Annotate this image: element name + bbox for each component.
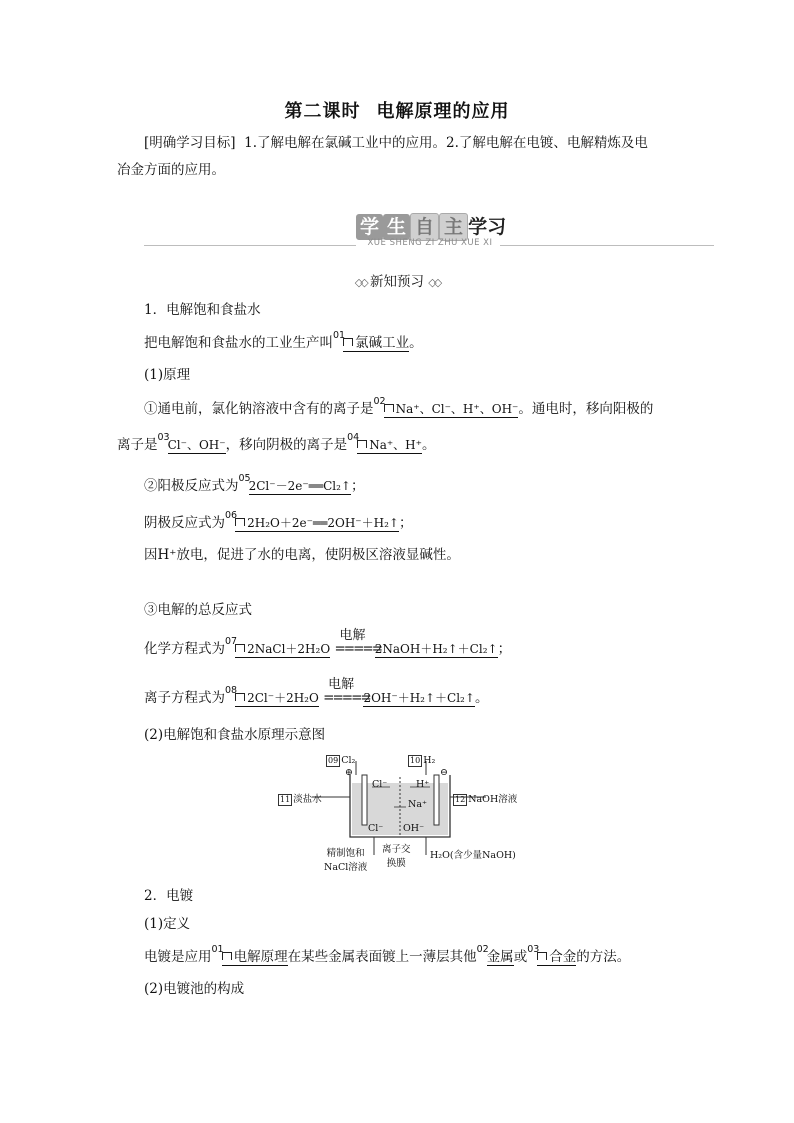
section-marks-right: ◇◇ xyxy=(428,276,440,289)
label-anode-sign: ⊕ xyxy=(345,767,353,778)
s1-line-cathode: 阴极反应式为$^{06}$2H₂O＋2e⁻══2OH⁻＋H₂↑； xyxy=(144,510,413,531)
banner-rest: 学习 xyxy=(468,216,507,238)
s1-line-total: ③电解的总反应式 xyxy=(144,602,252,618)
s1-heading: 1．电解饱和食盐水 xyxy=(144,302,261,318)
s2-line-definition: 电镀是应用$^{01}$ 电解原理在某些金属表面镀上一薄层其他$^{02}$金属或$^{03}$ 合金的方法。 xyxy=(144,944,631,965)
s1-ion-equation: 离子方程式为$^{08}$2Cl⁻＋2H₂O 电解 ===== 2OH⁻＋H₂↑＋Cl₂↑。 xyxy=(144,677,489,706)
page-title xyxy=(0,97,794,123)
goals-label: [明确学习目标] xyxy=(144,135,236,151)
label-oh: OH⁻ xyxy=(403,823,425,834)
banner-rule-right xyxy=(500,245,714,246)
label-dilute: 11 淡盐水 xyxy=(280,794,322,805)
s1-line-3: 离子是$^{03}$Cl⁻、OH⁻，移向阴极的离子是$^{04}$Na⁺、H⁺。 xyxy=(117,432,436,453)
goals-text-1: 1.了解电解在氯碱工业中的应用。2.了解电解在电镀、电解精炼及电 xyxy=(244,135,648,151)
label-cl2: 09 Cl₂ xyxy=(328,755,356,766)
banner-rule-left xyxy=(144,245,356,246)
banner-char-1: 学 xyxy=(356,214,383,240)
title-topic: 电解原理的应用 xyxy=(376,101,510,122)
banner-char-2: 生 xyxy=(383,214,410,240)
label-h2: 10 H₂ xyxy=(410,755,436,766)
label-cathode-sign: ⊖ xyxy=(440,767,448,778)
label-cl-top: Cl⁻ xyxy=(372,779,388,790)
label-cl-bottom: Cl⁻ xyxy=(368,823,384,834)
label-naoh: 12 NaOH溶液 xyxy=(455,794,518,805)
title-lesson: 第二课时 xyxy=(284,101,361,122)
s1-line-note: 因H⁺放电，促进了水的电离，使阴极区溶液显碱性。 xyxy=(144,547,460,563)
s2-sub-definition: (1)定义 xyxy=(144,916,191,932)
goals-text-2: 冶金方面的应用。 xyxy=(117,162,225,178)
label-brine-inlet: 精制饱和 NaCl溶液 xyxy=(324,848,368,873)
s2-sub-structure: (2)电镀池的构成 xyxy=(144,981,245,997)
banner-char-3: 自 xyxy=(410,213,439,241)
learning-goals xyxy=(117,130,687,184)
banner-subtitle: XUE SHENG ZI ZHU XUE XI xyxy=(367,238,493,248)
banner-char-4: 主 xyxy=(439,213,468,241)
s1-line-2: ①通电前，氯化钠溶液中含有的离子是$^{02}$Na⁺、Cl⁻、H⁺、OH⁻。通电时，移向阳极的 xyxy=(144,396,654,417)
s1-sub-diagram: (2)电解饱和食盐水原理示意图 xyxy=(144,727,326,743)
s1-line-1: 把电解饱和食盐水的工业生产叫$^{01}$ 氯碱工业。 xyxy=(144,330,423,351)
section-banner xyxy=(356,212,506,240)
section-heading xyxy=(0,270,794,290)
s2-heading: 2．电镀 xyxy=(144,888,194,904)
s1-chem-equation: 化学方程式为$^{07}$2NaCl＋2H₂O 电解 ===== 2NaOH＋H₂↑＋Cl₂↑； xyxy=(144,628,512,657)
section-label: 新知预习 xyxy=(370,274,424,290)
s1-sub-principle: (1)原理 xyxy=(144,367,191,383)
electrolysis-diagram xyxy=(280,755,590,873)
label-water-inlet: H₂O(含少量NaOH) xyxy=(430,850,516,861)
label-membrane: 离子交 换膜 xyxy=(382,844,411,869)
section-marks-left: ◇◇ xyxy=(354,276,366,289)
cathode xyxy=(434,775,439,825)
s1-line-anode: ②阳极反应式为$^{05}$2Cl⁻－2e⁻══Cl₂↑； xyxy=(144,473,365,494)
label-h-top: H⁺ xyxy=(416,779,430,790)
anode xyxy=(362,775,367,825)
label-na: Na⁺ xyxy=(408,799,427,810)
